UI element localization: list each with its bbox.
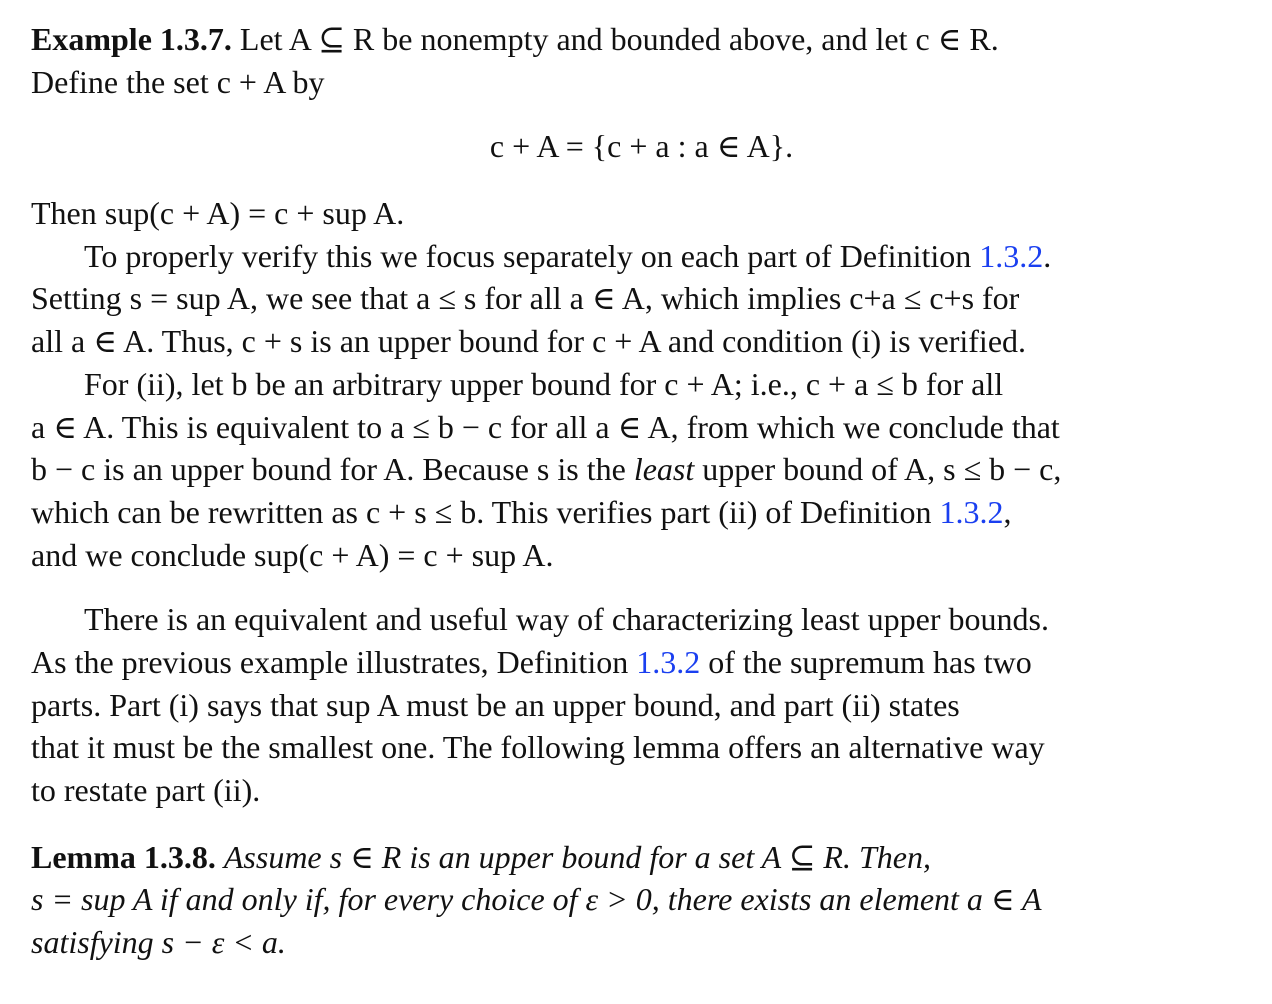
definition-link[interactable]: 1.3.2 <box>939 493 1004 530</box>
lemma-label: Lemma 1.3.8. <box>31 838 216 875</box>
discussion-line-4: that it must be the smallest one. The following lemma offers an alternative way <box>31 729 1045 766</box>
definition-link[interactable]: 1.3.2 <box>636 643 701 680</box>
example-label: Example 1.3.7. <box>31 21 232 57</box>
proof-p1-line-2: Setting s = sup A, we see that a ≤ s for all a ∈ A, which implies c+a ≤ c+s for <box>31 280 1020 317</box>
discussion-line-2-b: of the supremum has two <box>708 643 1032 680</box>
example-conclusion: Then sup(c + A) = c + sup A. <box>31 195 405 232</box>
proof-p2-line-3 <box>31 448 1252 491</box>
proof-p2-line-5: and we conclude sup(c + A) = c + sup A. <box>31 536 554 573</box>
textbook-page <box>31 18 1252 964</box>
discussion-line-1: There is an equivalent and useful way of characterizing least upper bounds. <box>84 601 1049 638</box>
discussion-line-2 <box>31 641 1252 684</box>
paragraph-gap <box>31 812 1252 836</box>
proof-p1-line-3: all a ∈ A. Thus, c + s is an upper bound for c + A and condition (i) is verified. <box>31 323 1027 360</box>
proof-p2-line-4: which can be rewritten as c + s ≤ b. This verifies part (ii) of Definition 1.3.2, <box>31 493 1012 530</box>
discussion-line-3: parts. Part (i) says that sup A must be an upper bound, and part (ii) states <box>31 686 960 723</box>
discussion-line-2-a: As the previous example illustrates, Definition <box>31 643 629 680</box>
discussion-line-5: to restate part (ii). <box>31 772 261 808</box>
example-statement: Let A ⊆ R be nonempty and bounded above, and let c ∈ R. <box>239 21 999 57</box>
proof-p1-line-1: To properly verify this we focus separately on each part of Definition 1.3.2. <box>84 237 1052 274</box>
display-equation: c + A = {c + a : a ∈ A}. <box>489 128 794 165</box>
definition-link[interactable]: 1.3.2 <box>979 237 1044 274</box>
lemma-line-1 <box>31 836 1252 879</box>
example-line-1 <box>31 18 1252 61</box>
proof-p2-line-3-b: upper bound of A, s ≤ b − c, <box>702 451 1062 488</box>
proof-p2-line-2: a ∈ A. This is equivalent to a ≤ b − c for all a ∈ A, from which we conclude that <box>31 408 1060 445</box>
paragraph-gap <box>31 576 1252 598</box>
lemma-line-3: satisfying s − ε < a. <box>31 924 286 961</box>
proof-p2-line-1: For (ii), let b be an arbitrary upper bound for c + A; i.e., c + a ≤ b for all <box>84 365 1004 402</box>
proof-p1-text: To properly verify this we focus separately on each part of Definition <box>84 237 972 274</box>
lemma-statement-1: Assume s ∈ R is an upper bound for a set A ⊆ R. Then, <box>223 838 931 875</box>
proof-p2-line-4-text: which can be rewritten as c + s ≤ b. This verifies part (ii) of Definition <box>31 493 932 530</box>
emphasis-least: least <box>633 451 695 488</box>
lemma-line-2: s = sup A if and only if, for every choice of ε > 0, there exists an element a ∈ A <box>31 881 1042 918</box>
example-line-2: Define the set c + A by <box>31 63 325 100</box>
proof-p2-line-3-a: b − c is an upper bound for A. Because s is the <box>31 451 626 488</box>
